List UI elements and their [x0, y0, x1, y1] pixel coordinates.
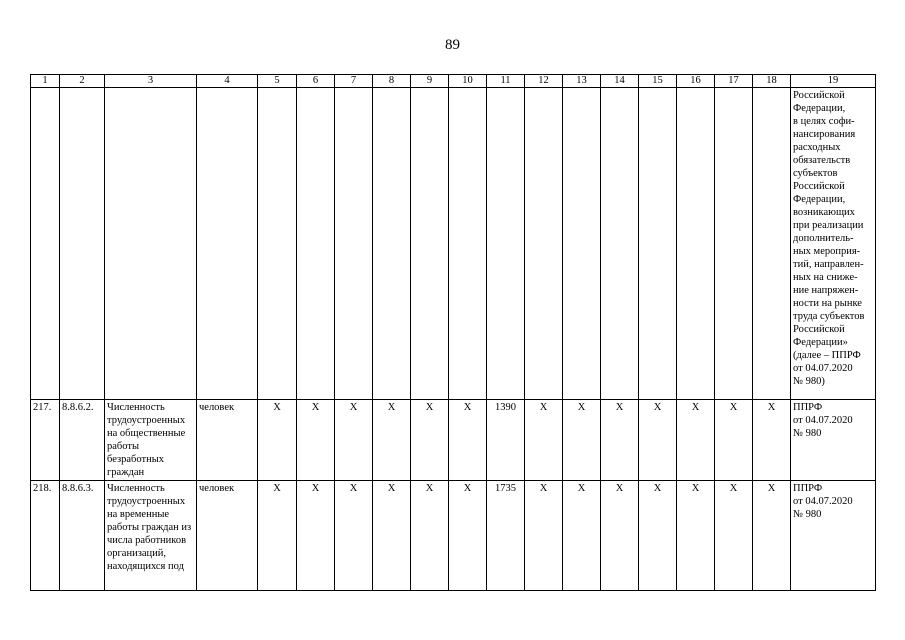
value-cell: Х — [715, 400, 753, 481]
column-header: 7 — [335, 75, 373, 88]
value-cell: Х — [677, 400, 715, 481]
value-cell: Х — [753, 481, 791, 591]
column-header: 1 — [31, 75, 60, 88]
value-cell: Х — [335, 481, 373, 591]
column-header: 3 — [105, 75, 197, 88]
indicator-name: Численность трудоустроенных на общественные работы безработных граждан — [105, 400, 197, 481]
column-header: 4 — [197, 75, 258, 88]
value-cell: Х — [449, 481, 487, 591]
row-code: 8.8.6.3. — [60, 481, 105, 591]
column-header: 18 — [753, 75, 791, 88]
column-header: 5 — [258, 75, 297, 88]
value-cell: 1390 — [487, 400, 525, 481]
value-cell: Х — [525, 481, 563, 591]
unit-cell: человек — [197, 481, 258, 591]
table-row — [31, 400, 876, 481]
column-header: 9 — [411, 75, 449, 88]
legal-basis-cell: ППРФ от 04.07.2020 № 980 — [791, 481, 876, 591]
value-cell: 1735 — [487, 481, 525, 591]
row-number: 218. — [31, 481, 60, 591]
column-header: 10 — [449, 75, 487, 88]
value-cell: Х — [601, 481, 639, 591]
value-cell: Х — [639, 400, 677, 481]
value-cell: Х — [601, 400, 639, 481]
column-header: 14 — [601, 75, 639, 88]
value-cell: Х — [639, 481, 677, 591]
header-row — [31, 75, 876, 88]
value-cell: Х — [373, 481, 411, 591]
continuation-row — [31, 88, 876, 400]
table-row — [31, 481, 876, 591]
column-header: 19 — [791, 75, 876, 88]
column-header: 11 — [487, 75, 525, 88]
column-header: 2 — [60, 75, 105, 88]
value-cell: Х — [449, 400, 487, 481]
legal-basis-cell: ППРФ от 04.07.2020 № 980 — [791, 400, 876, 481]
value-cell: Х — [753, 400, 791, 481]
column-header: 6 — [297, 75, 335, 88]
column-header: 13 — [563, 75, 601, 88]
value-cell: Х — [297, 481, 335, 591]
row-code: 8.8.6.2. — [60, 400, 105, 481]
column-header: 8 — [373, 75, 411, 88]
value-cell: Х — [373, 400, 411, 481]
value-cell: Х — [715, 481, 753, 591]
value-cell: Х — [297, 400, 335, 481]
value-cell: Х — [677, 481, 715, 591]
column-header: 12 — [525, 75, 563, 88]
value-cell: Х — [258, 400, 297, 481]
row-number: 217. — [31, 400, 60, 481]
value-cell: Х — [525, 400, 563, 481]
value-cell: Х — [411, 481, 449, 591]
page-number: 89 — [445, 37, 460, 53]
value-cell: Х — [563, 400, 601, 481]
value-cell: Х — [563, 481, 601, 591]
column-header: 17 — [715, 75, 753, 88]
indicators-table — [30, 74, 876, 591]
value-cell: Х — [335, 400, 373, 481]
value-cell: Х — [411, 400, 449, 481]
legal-basis-cell: Российской Федерации, в целях софи- нансирования расходных обязательств субъектов Российской Федерации, возникающих при реализации дополнитель- ных мероприя- тий, направлен- ных на сниже- ние напряжен- ности на рынке труда субъектов Российской Федерации» (далее – ППРФ от 04.07.2020 № 980) — [791, 88, 876, 400]
indicator-name: Численность трудоустроенных на временные работы граждан из числа работников организаций, находящихся под — [105, 481, 197, 591]
column-header: 15 — [639, 75, 677, 88]
value-cell: Х — [258, 481, 297, 591]
column-header: 16 — [677, 75, 715, 88]
unit-cell: человек — [197, 400, 258, 481]
